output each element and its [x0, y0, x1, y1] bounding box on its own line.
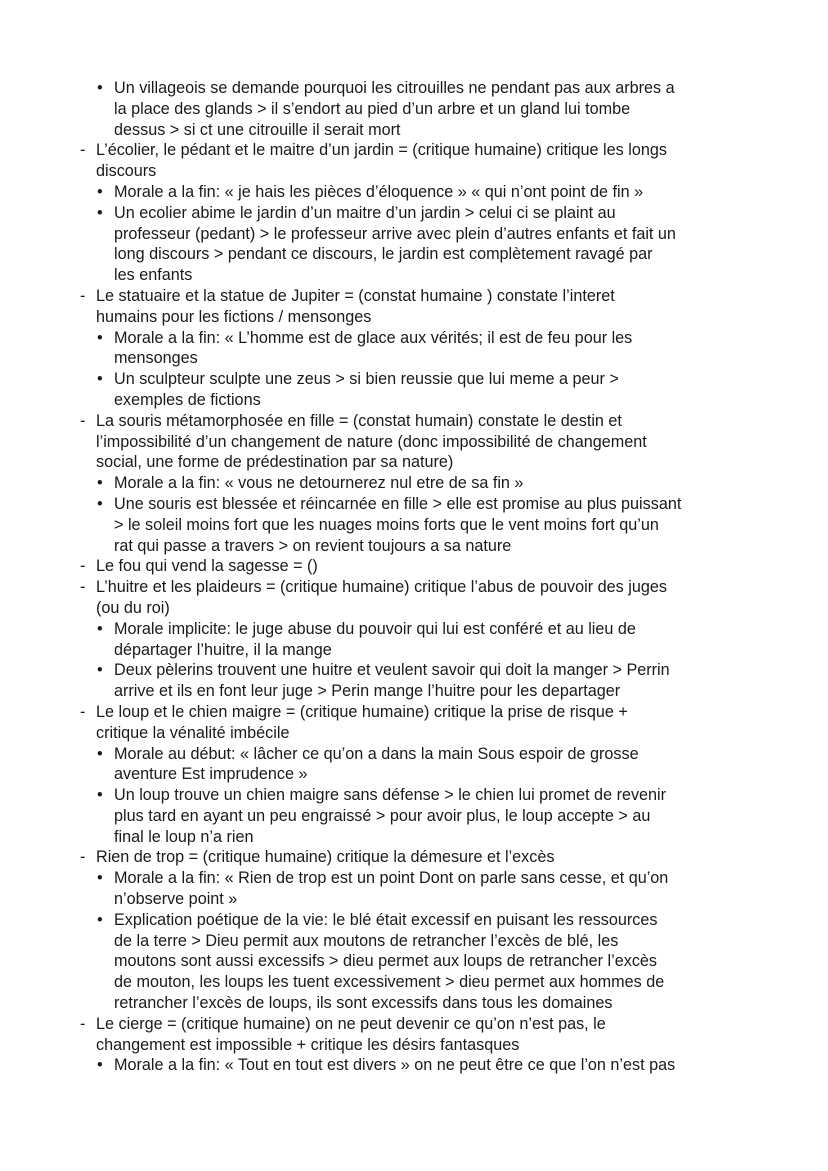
note-bullet-line [0, 494, 828, 515]
dash-marker: - [80, 411, 86, 430]
note-text: mensonges [114, 349, 198, 368]
note-text: professeur (pedant) > le professeur arrive avec plein d’autres enfants et fait un [114, 224, 676, 243]
note-bullet-line [0, 951, 828, 972]
note-text: Morale au début: « lâcher ce qu’on a dans la main Sous espoir de grosse [114, 744, 639, 763]
note-text: dessus > si ct une citrouille il serait mort [114, 120, 401, 139]
note-heading-line [0, 1014, 828, 1035]
note-text: Morale implicite: le juge abuse du pouvoir qui lui est conféré et au lieu de [114, 619, 636, 638]
note-text: Morale a la fin: « Rien de trop est un point Dont on parle sans cesse, et qu’on [114, 869, 669, 888]
note-heading-line [0, 161, 828, 182]
bullet-marker: • [97, 1056, 103, 1075]
note-text: de mouton, les loups les tuent excessivement > dieu permet aux hommes de [114, 973, 665, 992]
note-text: la place des glands > il s’endort au pied d’un arbre et un gland lui tombe [114, 99, 631, 118]
note-bullet-line [0, 868, 828, 889]
note-text: > le soleil moins fort que les nuages moins forts que le vent moins fort qu’un [114, 515, 659, 534]
note-bullet-line [0, 744, 828, 765]
bullet-marker: • [97, 474, 103, 493]
note-text: critique la vénalité imbécile [96, 723, 290, 742]
note-bullet-line [0, 889, 828, 910]
bullet-marker: • [97, 786, 103, 805]
note-text: l’impossibilité d’un changement de nature (donc impossibilité de changement [96, 432, 647, 451]
note-bullet-line [0, 827, 828, 848]
note-text: Le statuaire et la statue de Jupiter = (constat humaine ) constate l’interet [96, 286, 615, 305]
bullet-marker: • [97, 910, 103, 929]
note-bullet-line [0, 265, 828, 286]
note-text: social, une forme de prédestination par sa nature) [96, 453, 454, 472]
note-bullet-line [0, 806, 828, 827]
note-bullet-line [0, 515, 828, 536]
bullet-marker: • [97, 869, 103, 888]
note-heading-line [0, 432, 828, 453]
note-heading-line [0, 452, 828, 473]
note-bullet-line [0, 660, 828, 681]
dash-marker: - [80, 286, 86, 305]
note-bullet-line [0, 785, 828, 806]
note-heading-line [0, 598, 828, 619]
note-bullet-line [0, 244, 828, 265]
dash-marker: - [80, 557, 86, 576]
note-text: retrancher l’excès de loups, ils sont excessifs dans tous les domaines [114, 994, 613, 1013]
note-text: Le fou qui vend la sagesse = () [96, 557, 318, 576]
note-text: Une souris est blessée et réincarnée en fille > elle est promise au plus puissant [114, 494, 682, 513]
dash-marker: - [80, 141, 86, 160]
note-bullet-line [0, 681, 828, 702]
dash-marker: - [80, 702, 86, 721]
note-bullet-line [0, 348, 828, 369]
note-bullet-line [0, 203, 828, 224]
note-text: Le loup et le chien maigre = (critique humaine) critique la prise de risque + [96, 702, 628, 721]
note-text: moutons sont aussi excessifs > dieu permet aux loups de retrancher l’excès [114, 952, 658, 971]
note-bullet-line [0, 99, 828, 120]
note-text: discours [96, 162, 157, 181]
note-text: La souris métamorphosée en fille = (constat humain) constate le destin et [96, 411, 622, 430]
note-heading-line [0, 307, 828, 328]
note-bullet-line [0, 390, 828, 411]
bullet-marker: • [97, 370, 103, 389]
note-heading-line [0, 556, 828, 577]
bullet-marker: • [97, 182, 103, 201]
note-bullet-line [0, 619, 828, 640]
note-bullet-line [0, 328, 828, 349]
notes-page [0, 78, 828, 1076]
note-text: aventure Est imprudence » [114, 765, 308, 784]
note-bullet-line [0, 78, 828, 99]
note-text: Explication poétique de la vie: le blé était excessif en puisant les ressources [114, 910, 658, 929]
note-text: Un loup trouve un chien maigre sans défense > le chien lui promet de revenir [114, 786, 667, 805]
note-bullet-line [0, 224, 828, 245]
note-heading-line [0, 1035, 828, 1056]
note-text: n’observe point » [114, 890, 238, 909]
note-text: (ou du roi) [96, 598, 170, 617]
note-heading-line [0, 140, 828, 161]
note-text: plus tard en ayant un peu engraissé > pour avoir plus, le loup accepte > au [114, 806, 651, 825]
note-bullet-line [0, 640, 828, 661]
bullet-marker: • [97, 744, 103, 763]
note-text: de la terre > Dieu permit aux moutons de retrancher l’excès de blé, les [114, 931, 619, 950]
bullet-marker: • [97, 494, 103, 513]
note-heading-line [0, 847, 828, 868]
note-text: long discours > pendant ce discours, le jardin est complètement ravagé par [114, 245, 653, 264]
note-text: Un villageois se demande pourquoi les citrouilles ne pendant pas aux arbres a [114, 79, 675, 97]
note-text: Morale a la fin: « vous ne detournerez nul etre de sa fin » [114, 474, 524, 493]
note-text: final le loup n’a rien [114, 827, 254, 846]
note-bullet-line [0, 473, 828, 494]
note-heading-line [0, 702, 828, 723]
note-bullet-line [0, 1055, 828, 1076]
bullet-marker: • [97, 619, 103, 638]
note-text: départager l’huitre, il la mange [114, 640, 332, 659]
note-bullet-line [0, 120, 828, 141]
note-bullet-line [0, 993, 828, 1014]
note-heading-line [0, 723, 828, 744]
note-bullet-line [0, 931, 828, 952]
note-text: Un sculpteur sculpte une zeus > si bien reussie que lui meme a peur > [114, 370, 619, 389]
dash-marker: - [80, 1014, 86, 1033]
note-text: changement est impossible + critique les désirs fantasques [96, 1035, 520, 1054]
note-text: arrive et ils en font leur juge > Perin mange l’huitre pour les departager [114, 682, 621, 701]
dash-marker: - [80, 848, 86, 867]
bullet-marker: • [97, 328, 103, 347]
note-text: Morale a la fin: « je hais les pièces d’éloquence » « qui n’ont point de fin » [114, 182, 644, 201]
note-text: Un ecolier abime le jardin d’un maitre d’un jardin > celui ci se plaint au [114, 203, 616, 222]
note-text: Rien de trop = (critique humaine) critique la démesure et l’excès [96, 848, 555, 867]
bullet-marker: • [97, 661, 103, 680]
note-text: exemples de fictions [114, 390, 261, 409]
bullet-marker: • [97, 203, 103, 222]
note-bullet-line [0, 182, 828, 203]
note-bullet-line [0, 972, 828, 993]
note-text: les enfants [114, 266, 193, 285]
note-text: Morale a la fin: « L’homme est de glace aux vérités; il est de feu pour les [114, 328, 633, 347]
note-text: Morale a la fin: « Tout en tout est divers » on ne peut être ce que l’on n’est pas [114, 1056, 676, 1075]
note-bullet-line [0, 369, 828, 390]
note-bullet-line [0, 910, 828, 931]
note-text: Deux pèlerins trouvent une huitre et veulent savoir qui doit la manger > Perrin [114, 661, 670, 680]
note-heading-line [0, 411, 828, 432]
note-text: L’huitre et les plaideurs = (critique humaine) critique l’abus de pouvoir des juges [96, 578, 667, 597]
note-text: rat qui passe a travers > on revient toujours a sa nature [114, 536, 512, 555]
note-bullet-line [0, 536, 828, 557]
note-heading-line [0, 286, 828, 307]
note-text: L’écolier, le pédant et le maitre d’un jardin = (critique humaine) critique les longs [96, 141, 667, 160]
dash-marker: - [80, 578, 86, 597]
note-text: humains pour les fictions / mensonges [96, 307, 372, 326]
note-text: Le cierge = (critique humaine) on ne peut devenir ce qu’on n’est pas, le [96, 1014, 606, 1033]
note-bullet-line [0, 764, 828, 785]
bullet-marker: • [97, 79, 103, 97]
note-heading-line [0, 577, 828, 598]
